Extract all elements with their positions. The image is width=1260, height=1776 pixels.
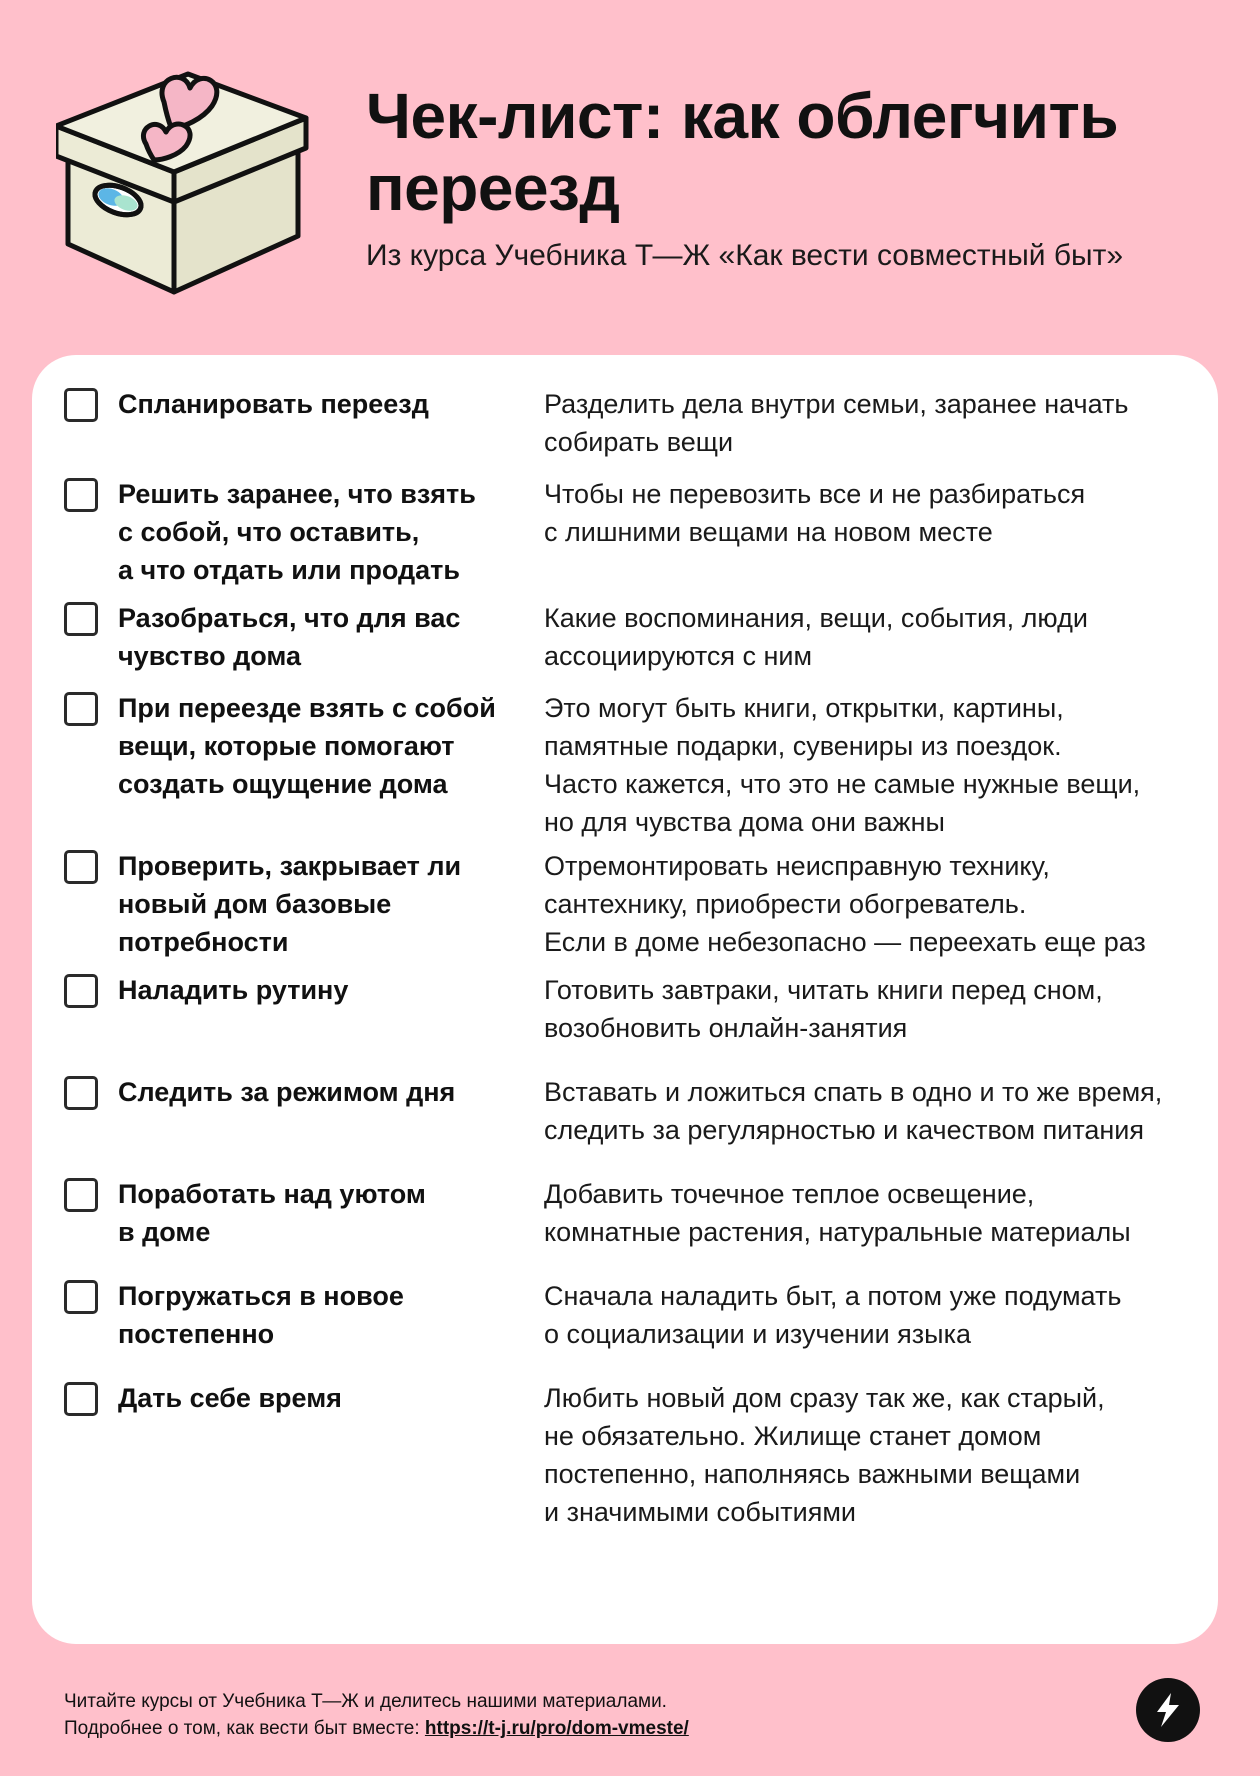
- checkbox[interactable]: [64, 1280, 98, 1314]
- checkbox[interactable]: [64, 602, 98, 636]
- checkbox[interactable]: [64, 1382, 98, 1416]
- task-description: Готовить завтраки, читать книги перед сном, возобновить онлайн-занятия: [544, 975, 1103, 1043]
- checkbox[interactable]: [64, 478, 98, 512]
- course-link[interactable]: https://t-j.ru/pro/dom-vmeste/: [424, 1718, 689, 1739]
- task-label: При переезде взять с собой вещи, которые помогают создать ощущение дома: [118, 693, 496, 799]
- task-description: Добавить точечное теплое освещение, комнатные растения, натуральные материалы: [544, 1179, 1131, 1247]
- task-label: Поработать над уютом в доме: [118, 1179, 426, 1247]
- moving-box-with-hearts-icon: [56, 60, 312, 300]
- checkbox[interactable]: [64, 974, 98, 1008]
- checkbox[interactable]: [64, 692, 98, 726]
- lightning-logo-icon: [1136, 1678, 1200, 1742]
- task-description: Чтобы не перевозить все и не разбираться с лишними вещами на новом месте: [544, 479, 1086, 547]
- checkbox[interactable]: [64, 850, 98, 884]
- footer-line-2: [64, 1715, 1064, 1742]
- page-subtitle: Из курса Учебника Т—Ж «Как вести совместный быт»: [366, 239, 1124, 272]
- task-label: Спланировать переезд: [118, 389, 429, 419]
- footer-line-1: Читайте курсы от Учебника Т—Ж и делитесь нашими материалами.: [64, 1691, 667, 1712]
- task-label: Дать себе время: [118, 1383, 342, 1413]
- footer-text: [64, 1688, 1064, 1742]
- checkbox[interactable]: [64, 1076, 98, 1110]
- task-label: Погружаться в новое постепенно: [118, 1281, 404, 1349]
- task-description: Сначала наладить быт, а потом уже подумать о социализации и изучении языка: [544, 1281, 1122, 1349]
- task-label: Проверить, закрывает ли новый дом базовые потребности: [118, 851, 462, 957]
- task-description: Это могут быть книги, открытки, картины, памятные подарки, сувениры из поездок. Часто кажется, что это не самые нужные вещи, но для чувства дома они важны: [544, 693, 1141, 837]
- checkbox[interactable]: [64, 1178, 98, 1212]
- task-description: Вставать и ложиться спать в одно и то же время, следить за регулярностью и качеством питания: [544, 1077, 1163, 1145]
- checkbox[interactable]: [64, 388, 98, 422]
- task-description: Отремонтировать неисправную технику, сантехнику, приобрести обогреватель. Если в доме небезопасно — переехать еще раз: [544, 851, 1146, 957]
- checklist-card: [32, 355, 1218, 1644]
- lightning-icon: [1148, 1690, 1188, 1730]
- task-description: Любить новый дом сразу так же, как старый, не обязательно. Жилище станет домом постепенно, наполняясь важными вещами и значимыми событиями: [544, 1383, 1105, 1527]
- task-description: Разделить дела внутри семьи, заранее начать собирать вещи: [544, 389, 1129, 457]
- task-label: Решить заранее, что взять с собой, что оставить, а что отдать или продать: [118, 479, 476, 585]
- task-label: Разобраться, что для вас чувство дома: [118, 603, 461, 671]
- task-label: Следить за режимом дня: [118, 1077, 456, 1107]
- task-description: Какие воспоминания, вещи, события, люди ассоциируются с ним: [544, 603, 1088, 671]
- footer-line-2-prefix: Подробнее о том, как вести быт вместе:: [64, 1718, 425, 1739]
- page-title: Чек-лист: как облегчить переезд: [366, 80, 1119, 224]
- task-label: Наладить рутину: [118, 975, 349, 1005]
